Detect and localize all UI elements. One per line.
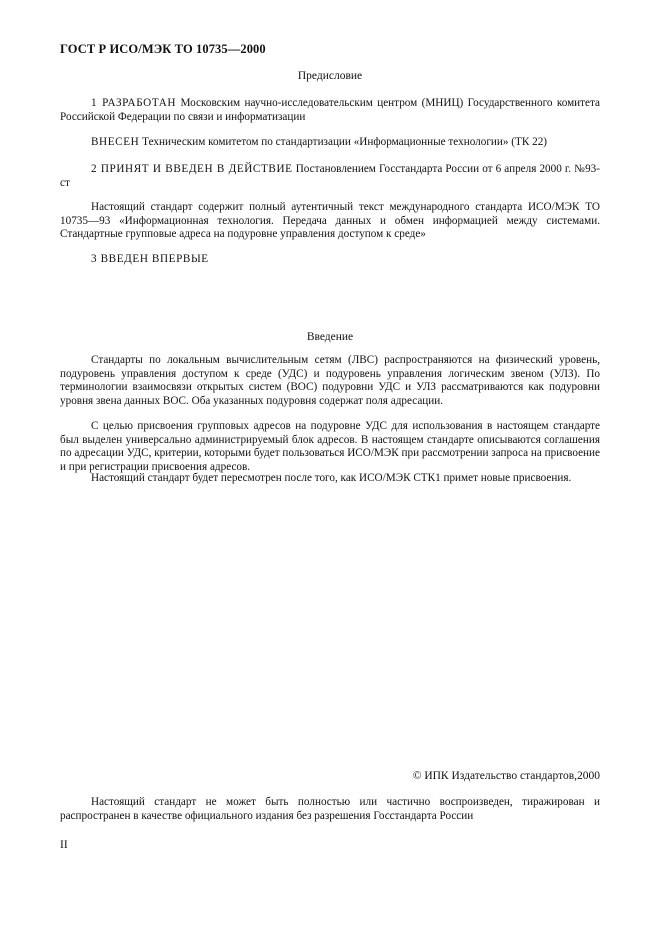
foreword-item-adopted xyxy=(60,163,600,190)
document-header: ГОСТ Р ИСО/МЭК ТО 10735—2000 xyxy=(60,42,266,56)
item-text: Московским научно-исследовательским центром (МНИЦ) Государственного комитета Российской Федерации по связи и информатизации xyxy=(60,97,601,123)
item-text: Постановлением Госстандарта России от 6 апреля 2000 г. №93-ст xyxy=(60,163,600,189)
item-lead: ВНЕСЕН xyxy=(91,136,140,148)
foreword-title: Предисловие xyxy=(297,70,363,82)
item-lead: 3 ВВЕДЕН ВПЕРВЫЕ xyxy=(91,253,209,265)
introduction-title: Введение xyxy=(306,331,354,343)
foreword-item-introduced xyxy=(60,136,600,150)
copyright-line: © ИПК Издательство стандартов,2000 xyxy=(412,770,600,782)
page-number: II xyxy=(60,839,68,851)
reproduction-notice: Настоящий стандарт не может быть полностью или частично воспроизведен, тиражирован и распространен в качестве официального издания без разрешения Госстандарта России xyxy=(60,796,600,822)
item-text: Техническим комитетом по стандартизации «Информационные технологии» (ТК 22) xyxy=(139,136,548,148)
item-lead: 1 РАЗРАБОТАН xyxy=(91,97,177,109)
item-text: Настоящий стандарт содержит полный аутентичный текст международного стандарта ИСО/МЭК ТО 10735—93 «Информационная технология. Передача данных и обмен информацией между системами. Стандартные групповые адреса на подуровне управления доступом к среде» xyxy=(60,201,600,241)
foreword-item-content xyxy=(60,201,600,242)
item-lead: 2 ПРИНЯТ И ВВЕДЕН В ДЕЙСТВИЕ xyxy=(91,163,293,175)
foreword-item-first-time xyxy=(60,253,600,267)
foreword-item-developed xyxy=(60,97,600,124)
introduction-paragraph-2: С целью присвоения групповых адресов на подуровне УДС для использования в настоящем стандарте был выделен универсально администрируемый блок адресов. В настоящем стандарте описываются соглашения по адресации УДС, критерии, которыми будет пользоваться ИСО/МЭК при рассмотрении запроса на присвоение и при регистрации присвоения адресов. xyxy=(60,420,600,473)
introduction-paragraph-3: Настоящий стандарт будет пересмотрен после того, как ИСО/МЭК СТК1 примет новые присвоения. xyxy=(91,472,572,484)
introduction-paragraph-1: Стандарты по локальным вычислительным сетям (ЛВС) распространяются на физический уровень, подуровень управления доступом к среде (УДС) и подуровень управления логическим звеном (УЛЗ). По терминологии взаимосвязи открытых систем (ВОС) подуровни УДС и УЛЗ рассматриваются как подуровни уровня звена данных ВОС. Оба указанных подуровня содержат поля адресации. xyxy=(60,354,600,407)
